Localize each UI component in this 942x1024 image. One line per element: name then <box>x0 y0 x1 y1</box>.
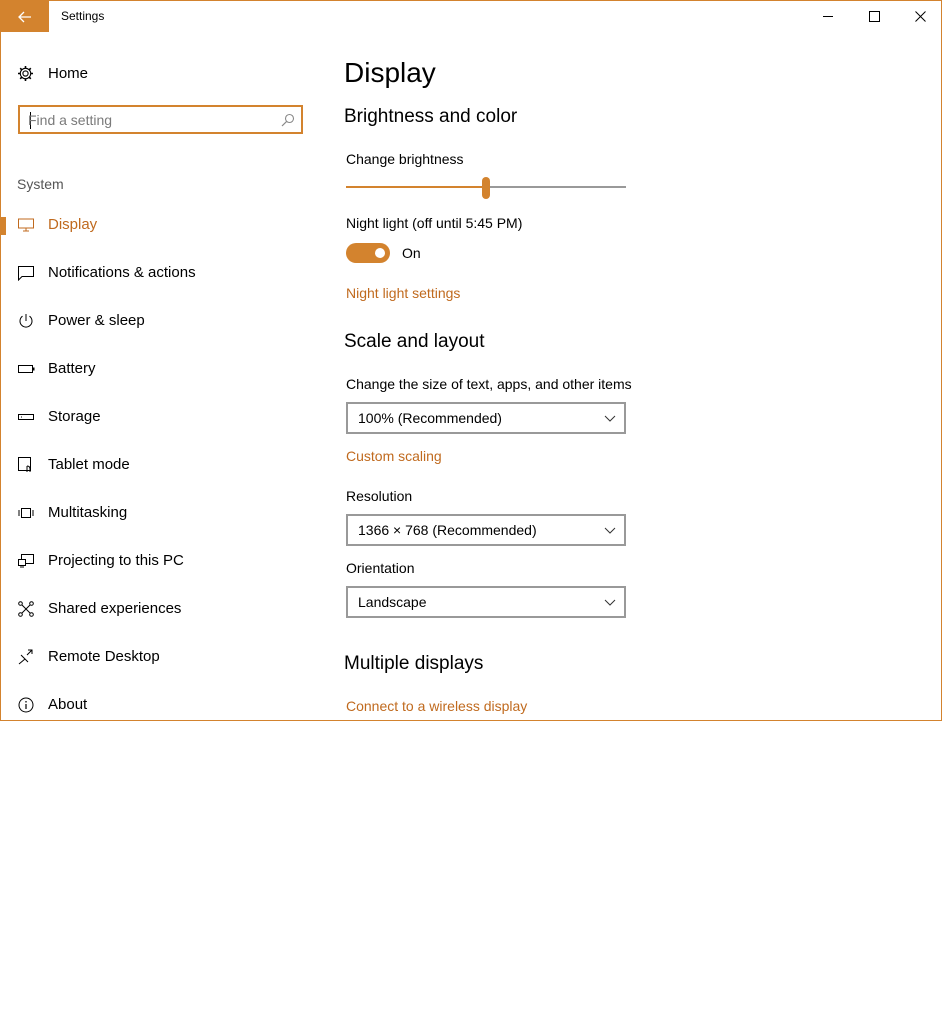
minimize-icon <box>823 11 834 22</box>
minimize-button[interactable] <box>805 1 851 32</box>
sidebar-item-label: Notifications & actions <box>48 264 196 281</box>
battery-icon <box>18 364 35 374</box>
search-box[interactable] <box>18 105 303 134</box>
message-icon <box>18 266 34 281</box>
sidebar-item-label: Multitasking <box>48 504 128 521</box>
tablet-icon <box>18 457 34 473</box>
storage-icon <box>18 413 34 421</box>
toggle-knob <box>375 248 385 258</box>
multiple-displays-heading: Multiple displays <box>344 653 484 674</box>
maximize-icon <box>869 11 880 22</box>
sidebar-item-label: Remote Desktop <box>48 648 160 665</box>
scale-dropdown[interactable] <box>346 402 626 434</box>
night-light-label: Night light (off until 5:45 PM) <box>346 215 523 231</box>
sidebar-item-label: Display <box>48 216 98 233</box>
back-button[interactable] <box>1 1 49 32</box>
sidebar-item-storage[interactable] <box>1 397 321 437</box>
maximize-button[interactable] <box>851 1 897 32</box>
sidebar-item-label: Shared experiences <box>48 600 182 617</box>
sidebar-item-label: Tablet mode <box>48 456 130 473</box>
sidebar-item-label: Storage <box>48 408 101 425</box>
sidebar-item-label: About <box>48 696 88 713</box>
projecting-icon <box>18 554 34 568</box>
scale-value: 100% (Recommended) <box>358 410 502 426</box>
slider-thumb[interactable] <box>482 177 490 199</box>
orientation-value: Landscape <box>358 594 427 610</box>
sidebar-item-display[interactable] <box>1 205 321 245</box>
sidebar-item-multitasking[interactable] <box>1 493 321 533</box>
multitasking-icon <box>18 507 34 519</box>
brightness-slider[interactable] <box>346 177 626 199</box>
home-label: Home <box>48 65 89 82</box>
chevron-down-icon <box>604 525 616 535</box>
chevron-down-icon <box>604 413 616 423</box>
back-arrow-icon <box>18 11 32 23</box>
orientation-label: Orientation <box>346 560 415 576</box>
slider-track-filled <box>346 186 482 188</box>
sidebar-item-remote-desktop[interactable] <box>1 637 321 677</box>
info-icon <box>18 697 34 713</box>
active-indicator <box>1 217 6 235</box>
wireless-display-link[interactable]: Connect to a wireless display <box>346 698 528 714</box>
brightness-label: Change brightness <box>346 151 464 167</box>
sidebar-section-label: System <box>17 176 64 192</box>
resolution-dropdown[interactable] <box>346 514 626 546</box>
scale-label: Change the size of text, apps, and other items <box>346 376 632 392</box>
night-light-toggle[interactable] <box>346 243 390 263</box>
sidebar-item-battery[interactable] <box>1 349 321 389</box>
slider-track-remaining <box>490 186 626 188</box>
search-input[interactable] <box>28 111 268 129</box>
title-bar <box>1 1 941 32</box>
sidebar-item-label: Projecting to this PC <box>48 552 184 569</box>
sidebar-item-label: Power & sleep <box>48 312 145 329</box>
page-title: Display <box>344 57 436 88</box>
home-link[interactable] <box>17 61 217 87</box>
remote-desktop-icon <box>18 649 34 665</box>
sidebar-item-projecting[interactable] <box>1 541 321 581</box>
sidebar-item-about[interactable] <box>1 685 321 721</box>
shared-icon <box>18 601 34 617</box>
night-light-state: On <box>402 245 421 261</box>
sidebar-item-tablet-mode[interactable] <box>1 445 321 485</box>
brightness-section-heading: Brightness and color <box>344 106 518 127</box>
gear-icon <box>17 65 34 82</box>
resolution-label: Resolution <box>346 488 413 504</box>
close-icon <box>915 11 926 22</box>
power-icon <box>18 313 34 329</box>
night-light-settings-link[interactable]: Night light settings <box>346 285 461 301</box>
window-title: Settings <box>61 9 105 23</box>
orientation-dropdown[interactable] <box>346 586 626 618</box>
sidebar-item-power[interactable] <box>1 301 321 341</box>
close-button[interactable] <box>897 1 942 32</box>
custom-scaling-link[interactable]: Custom scaling <box>346 448 442 464</box>
monitor-icon <box>18 218 34 232</box>
search-icon[interactable] <box>281 113 295 127</box>
chevron-down-icon <box>604 597 616 607</box>
sidebar-item-label: Battery <box>48 360 96 377</box>
sidebar-item-notifications[interactable] <box>1 253 321 293</box>
sidebar-item-shared-experiences[interactable] <box>1 589 321 629</box>
scale-section-heading: Scale and layout <box>344 331 485 352</box>
resolution-value: 1366 × 768 (Recommended) <box>358 522 537 538</box>
